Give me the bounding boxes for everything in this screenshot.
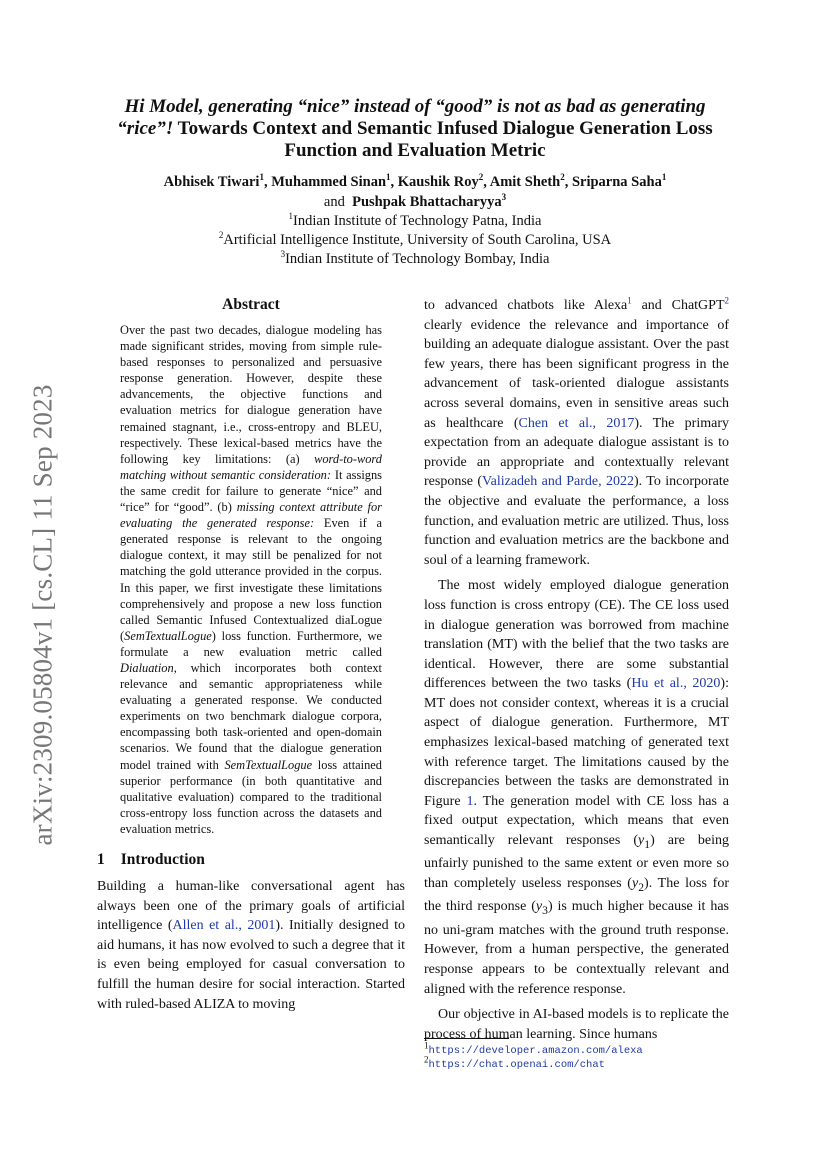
affiliation-list [95,212,735,269]
arxiv-identifier: arXiv:2309.05804v1 [cs.CL] 11 Sep 2023 [27,384,58,846]
author: Pushpak Bhattacharyya [352,194,502,210]
title-italic: Hi Model, generating “nice” instead of “good” is not as bad as generating “rice”! [117,96,706,139]
text-fragment: and ChatGPT [631,298,725,313]
footnotes [424,1038,729,1072]
affiliation-text: Indian Institute of Technology Patna, India [293,213,542,229]
text-fragment: ). To incorporate the objective and evaluate the performance, a loss function, and evaluation metric are utilized. Thus, loss function and evaluation metrics are the backbone and soul of a learning framework. [424,474,729,568]
abstract-fragment: , which incorporates both context relevance and semantic appropriateness while evaluating a generated response. We conducted experiments on two benchmark dialogue corpora, encompassing both task-oriented and open-domain scenarios. We found that the dialogue generation model trained with [120,660,382,772]
body-paragraph [424,296,729,570]
math-subscript: 2 [638,880,645,894]
footnote-url[interactable]: https://developer.amazon.com/alexa [428,1045,643,1057]
affiliation-text: Artificial Intelligence Institute, University of South Carolina, USA [223,232,612,248]
math-variable: y [535,899,543,915]
author: Kaushik Roy [397,174,479,190]
math-subscript: 1 [644,837,651,851]
abstract-text [120,322,382,837]
author: Muhammed Sinan [271,174,387,190]
citation-link[interactable]: Chen et al., 2017 [518,415,635,431]
math-variable: y [631,876,639,892]
affiliation-number: 3 [280,249,286,260]
text-fragment: ) are being unfairly punished to the same extent or even more so than completely useless responses ( [424,833,729,892]
footnote-number: 1 [424,1040,429,1051]
math-subscript: 3 [542,904,548,918]
body-paragraph [424,576,729,999]
author-affiliation-mark: 1 [386,172,391,183]
affiliation [95,212,735,231]
abstract-fragment: Over the past two decades, dialogue modeling has made significant strides, moving from simple rule-based responses to personalized and persuasive response generation. However, despite these advancements, the objective functions and evaluation metrics for dialogue generation have remained stagnant, i.e., cross-entropy and BLEU, respectively. These lexical-based metrics have the following key limitations: (a) [120,323,382,466]
footnote-link[interactable]: 2 [724,295,729,306]
author-affiliation-mark: 2 [478,172,484,183]
text-fragment: clearly evidence the relevance and importance of building an adequate dialogue assistant. Over the past few years, there has been significant progress in the advancement of task-oriented dialogue assistants across several domains, even in sensitive areas such as healthcare ( [424,317,729,431]
abstract-fragment: Even if a generated response is relevant to the ongoing dialogue context, it may still be penalized for not matching the gold utterance provided in the corpus. In this paper, we first investigate these limitations comprehensively and propose a new loss function called Semantic Infused Contextualized diaLogue ( [120,516,382,643]
abstract-emphasis: word-to-word matching without semantic consideration: [120,451,382,482]
section-heading-introduction [97,851,405,869]
abstract-emphasis: SemTextualLogue [124,628,212,643]
author-list: Abhisek Tiwari$^1$, Muhammed Sinan$^1$, Kaushik Roy$^2$, Amit Sheth$^2$, Sriparna Saha$^1$ and Pushpak Bhattacharyya$^3$ [163,172,667,210]
text-fragment: ). Initially designed to aid humans, it has now evolved to such a degree that it is even being employed for casual conversation to fulfill the human desire for social interaction. Started with ruled-based ALIZA to moving [97,918,405,1012]
affiliation-number: 2 [218,230,224,241]
right-column [424,296,729,1044]
abstract-emphasis: SemTextualLogue [224,757,313,772]
abstract-heading: Abstract [222,296,280,313]
abstract-fragment: ) loss function. Furthermore, we formulate a new evaluation metric called [120,628,382,659]
figure-link[interactable]: 1 [466,793,474,809]
author-affiliation-mark: 1 [661,172,667,183]
affiliation-number: 1 [288,211,294,222]
author: Sriparna Saha [571,174,662,190]
arxiv-stamp [18,380,68,850]
abstract-fragment: loss attained superior performance (in both quantitative and qualitative evaluation) compared to the traditional cross-entropy loss function across the datasets and evaluation metrics. [120,757,382,836]
footnote-link[interactable]: 1 [627,295,632,306]
citation-link[interactable]: Allen et al., 2001 [172,918,276,934]
section-number: 1 [97,851,105,868]
title-rest: Towards Context and Semantic Infused Dialogue Generation Loss Function and Evaluation Metric [173,118,713,161]
paper-header [95,96,735,269]
author-affiliation-mark: 2 [560,172,565,183]
author-affiliation-mark: 1 [259,172,264,183]
citation-link[interactable]: Valizadeh and Parde, 2022 [482,474,634,490]
footnote-url[interactable]: https://chat.openai.com/chat [428,1059,605,1071]
author: Amit Sheth [489,174,561,190]
text-fragment: ): MT does not consider context, whereas it is a crucial aspect of dialogue generation. Furthermore, MT emphasizes lexical-based matching of generated text with reference target. The limitations caused by the discrepancies between the tasks are demonstrated in Figure [424,676,729,809]
abstract-emphasis: Dialuation [120,660,174,675]
author-affiliation-mark: 3 [501,192,507,203]
paper-title [95,96,735,162]
text-fragment: ). The primary expectation from an adequate dialogue assistant is to provide an appropriate and contextually relevant response ( [424,415,730,490]
text-fragment: Building a human-like conversational agent has always been one of the primary goals of artificial intelligence ( [97,879,405,934]
left-column [97,296,405,1014]
footnote [424,1054,729,1072]
text-fragment: The most widely employed dialogue generation loss function is cross entropy (CE). The CE loss used in dialogue generation was borrowed from machine translation (MT) with the belief that the two tasks are identical. However, there are some substantial differences between the two tasks ( [424,578,729,692]
math-variable: y [638,833,645,849]
intro-paragraph [97,877,405,1014]
text-fragment: to advanced chatbots like Alexa [424,298,628,313]
and-word: and [323,194,345,210]
affiliation [95,231,735,250]
abstract-fragment: It assigns the same credit for failure to generate “nice” and “rice” for “good”. (b) [120,467,382,515]
text-fragment: ). The loss for the third response ( [424,876,729,915]
section-title: Introduction [120,851,205,868]
body-paragraph: Our objective in AI-based models is to replicate the process of human learning. Since humans [424,1007,729,1042]
affiliation-text: Indian Institute of Technology Bombay, India [285,251,550,267]
affiliation [95,250,735,269]
footnote-divider [424,1038,509,1039]
abstract-emphasis: missing context attribute for evaluating the generated response: [120,500,382,531]
footnote [424,1040,729,1058]
citation-link[interactable]: Hu et al., 2020 [631,676,721,692]
text-fragment: . The generation model with CE loss has a fixed output expectation, which means that even semantically relevant responses ( [424,793,729,849]
footnote-number: 2 [424,1054,429,1065]
text-fragment: ) is much higher because it has no uni-gram matches with the ground truth response. However, from a human perspective, the generated response appears to be contextually relevant and aligned with the reference response. [424,899,729,997]
author: Abhisek Tiwari [163,174,260,190]
